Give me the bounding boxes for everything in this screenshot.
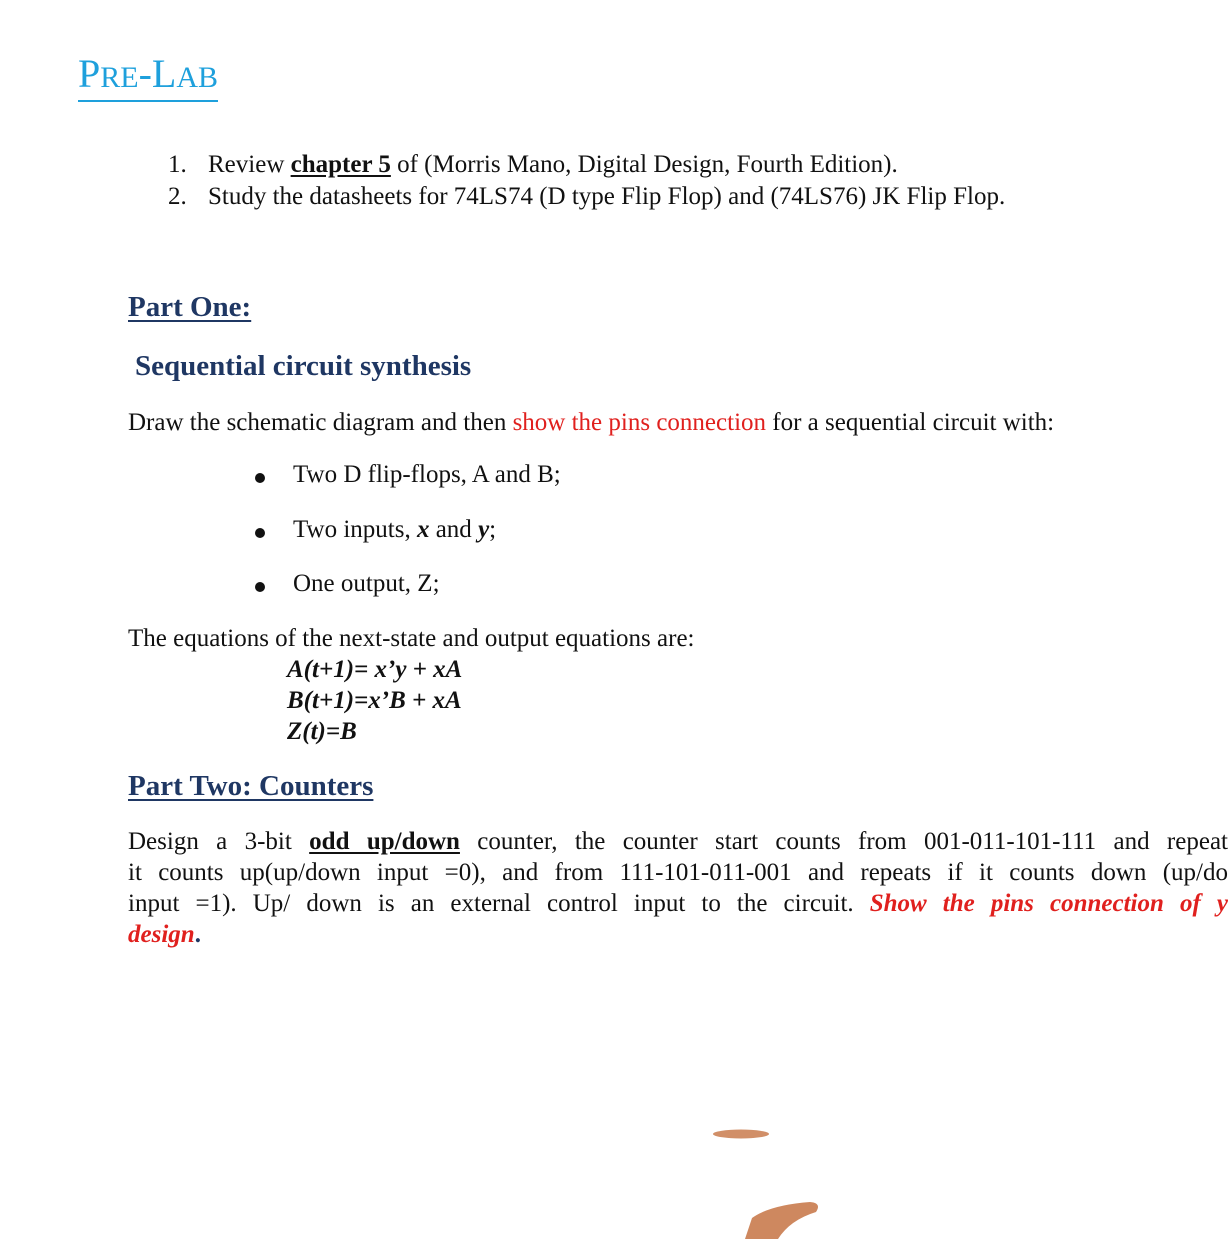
title-letter: L: [151, 51, 177, 96]
bullet-item: [293, 570, 440, 598]
bullet-text: and: [429, 516, 479, 543]
intro-text: for a sequential circuit with:: [766, 409, 1055, 436]
paragraph-line: it counts up(up/down input =0), and from 111-101-011-001 and repeats if it counts down (up/do: [128, 859, 1228, 886]
title-small-caps: AB: [176, 61, 219, 94]
part-one-subheading: Sequential circuit synthesis: [135, 350, 472, 382]
title-small-caps: RE: [100, 61, 139, 94]
part-two-paragraph: [128, 826, 1228, 950]
paragraph-text: Design a 3-bit: [128, 828, 310, 855]
paragraph-highlight: design: [128, 921, 195, 948]
list-text: of (Morris Mano, Digital Design, Fourth Edition).: [390, 151, 898, 178]
paragraph-period: .: [194, 921, 201, 948]
bullet-dot: [255, 473, 265, 483]
list-number: 2.: [168, 183, 187, 210]
odd-up-down-term: odd up/down: [309, 828, 460, 855]
intro-highlight: show the pins connection: [512, 409, 767, 436]
equation-z: Z(t)=B: [287, 718, 357, 745]
paragraph-text: counter, the counter start counts from 001-011-101-111 and repeat: [459, 828, 1228, 855]
paragraph-line: [128, 919, 1228, 950]
paragraph-text: input =1). Up/ down is an external control input to the circuit.: [128, 890, 870, 917]
part-two-heading: Part Two: Counters: [128, 770, 374, 802]
paragraph-highlight: Show the pins connection of y: [869, 890, 1228, 917]
part-one-intro: [128, 407, 1054, 439]
bullet-item: [293, 461, 561, 489]
title-separator: -: [138, 51, 152, 96]
list-number: 1.: [168, 151, 187, 178]
prereq-item-1: [168, 149, 898, 181]
bullet-dot: [255, 582, 265, 592]
title-letter: P: [78, 51, 101, 96]
part-one-heading: Part One:: [128, 291, 252, 323]
bullet-text: Two inputs,: [293, 516, 417, 543]
brush-marks: [700, 1120, 840, 1239]
paragraph-line: [128, 826, 1228, 857]
paragraph-line: [128, 888, 1228, 919]
bullet-text: Two D flip-flops, A and B;: [293, 461, 561, 488]
bullet-text: One output, Z;: [293, 570, 440, 597]
intro-text: Draw the schematic diagram and then: [128, 409, 513, 436]
equations-intro: The equations of the next-state and output equations are:: [128, 625, 695, 652]
brush-stroke-2: [745, 1202, 818, 1239]
bullet-text: ;: [489, 516, 497, 543]
page-title: [78, 52, 218, 102]
bullet-dot: [255, 528, 265, 538]
bullet-item: [293, 516, 496, 544]
equation-a: A(t+1)= x’y + xA: [287, 656, 463, 683]
prereq-item-2: [168, 181, 1005, 213]
brush-stroke-1: [713, 1130, 769, 1139]
list-text: Review: [208, 151, 291, 178]
variable-y: y: [478, 516, 490, 543]
chapter-reference: chapter 5: [290, 151, 391, 178]
list-text: Study the datasheets for 74LS74 (D type Flip Flop) and (74LS76) JK Flip Flop.: [208, 183, 1006, 210]
variable-x: x: [416, 516, 430, 543]
equation-b: B(t+1)=x’B + xA: [287, 687, 462, 714]
